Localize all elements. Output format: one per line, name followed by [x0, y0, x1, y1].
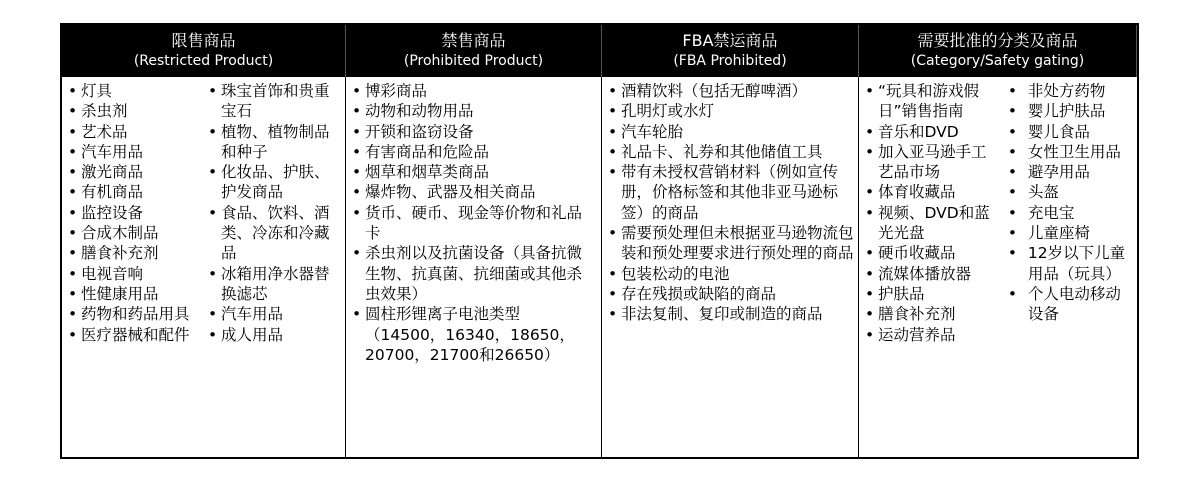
list-item: • 开锁和盗窃设备	[352, 122, 597, 142]
list-item: • 婴儿护肤品	[1008, 101, 1133, 121]
list-item: • 音乐和DVD	[865, 122, 1002, 142]
list-item: • 监控设备	[68, 203, 208, 223]
list-item: • 运动营养品	[865, 325, 1002, 345]
gated-list-b	[1002, 81, 1133, 457]
list-item: • 婴儿食品	[1008, 122, 1133, 142]
list-item: • 珠宝首饰和贵重宝石	[208, 81, 340, 122]
list-item: • 植物、植物制品和种子	[208, 122, 340, 163]
fba-prohibited-cell	[602, 77, 859, 457]
list-item: • 性健康用品	[68, 284, 208, 304]
list-item: • 膳食补充剂	[865, 304, 1002, 324]
list-item: • 有机商品	[68, 182, 208, 202]
product-category-table	[60, 23, 1139, 459]
list-item: • 烟草和烟草类商品	[352, 162, 597, 182]
list-item: • 汽车用品	[68, 142, 208, 162]
header-title-zh: 限售商品	[171, 31, 236, 50]
list-item: • 杀虫剂以及抗菌设备（具备抗微生物、抗真菌、抗细菌或其他杀虫效果）	[352, 243, 597, 304]
header-category-gating	[859, 25, 1137, 77]
restricted-list-a	[68, 81, 208, 457]
header-title-zh: FBA禁运商品	[682, 31, 778, 50]
header-prohibited	[346, 25, 602, 77]
list-item: • 孔明灯或水灯	[608, 101, 854, 121]
list-item: • “玩具和游戏假日”销售指南	[865, 81, 1002, 122]
list-item: • 电视音响	[68, 264, 208, 284]
list-item: • 儿童座椅	[1008, 223, 1133, 243]
list-item: • 充电宝	[1008, 203, 1133, 223]
list-item: • 激光商品	[68, 162, 208, 182]
list-item: • 酒精饮料（包括无醇啤酒）	[608, 81, 854, 101]
list-item: • 避孕用品	[1008, 162, 1133, 182]
list-item: • 合成木制品	[68, 223, 208, 243]
list-item: • 圆柱形锂离子电池类型（14500，16340，18650，20700，21700和26650）	[352, 304, 597, 365]
list-item: • 食品、饮料、酒类、冷冻和冷藏品	[208, 203, 340, 264]
header-title-zh: 需要批准的分类及商品	[917, 31, 1078, 50]
list-item: • 头盔	[1008, 182, 1133, 202]
header-title-en: (Restricted Product)	[133, 53, 274, 69]
prohibited-cell	[346, 77, 602, 457]
list-item: • 加入亚马逊手工艺品市场	[865, 142, 1002, 183]
list-item: • 冰箱用净水器替换滤芯	[208, 264, 340, 305]
restricted-list-b	[208, 81, 340, 457]
header-title-en: (FBA Prohibited)	[673, 53, 787, 69]
list-item: • 汽车轮胎	[608, 122, 854, 142]
list-item: • 灯具	[68, 81, 208, 101]
header-restricted	[62, 25, 346, 77]
list-item: • 动物和动物用品	[352, 101, 597, 121]
header-title-en: (Category/Safety gating)	[910, 53, 1085, 69]
category-gating-cell	[859, 77, 1137, 457]
fba-prohibited-list	[608, 81, 854, 325]
list-item: • 需要预处理但未根据亚马逊物流包装和预处理要求进行预处理的商品	[608, 223, 854, 264]
list-item: • 护肤品	[865, 284, 1002, 304]
restricted-cell	[62, 77, 346, 457]
list-item: • 硬币收藏品	[865, 243, 1002, 263]
prohibited-list	[352, 81, 597, 365]
list-item: • 有害商品和危险品	[352, 142, 597, 162]
list-item: • 视频、DVD和蓝光光盘	[865, 203, 1002, 244]
list-item: • 医疗器械和配件	[68, 325, 208, 345]
list-item: • 非处方药物	[1008, 81, 1133, 101]
list-item: • 包装松动的电池	[608, 264, 854, 284]
list-item: • 12岁以下儿童用品（玩具）	[1008, 243, 1133, 284]
list-item: • 女性卫生用品	[1008, 142, 1133, 162]
list-item: • 带有未授权营销材料（例如宣传册，价格标签和其他非亚马逊标签）的商品	[608, 162, 854, 223]
list-item: • 非法复制、复印或制造的商品	[608, 304, 854, 324]
list-item: • 流媒体播放器	[865, 264, 1002, 284]
list-item: • 个人电动移动设备	[1008, 284, 1133, 325]
list-item: • 膳食补充剂	[68, 243, 208, 263]
gated-list-a	[865, 81, 1002, 457]
list-item: • 汽车用品	[208, 304, 340, 324]
header-title-zh: 禁售商品	[441, 31, 506, 50]
header-fba-prohibited	[602, 25, 859, 77]
list-item: • 礼品卡、礼券和其他储值工具	[608, 142, 854, 162]
list-item: • 货币、硬币、现金等价物和礼品卡	[352, 203, 597, 244]
list-item: • 杀虫剂	[68, 101, 208, 121]
list-item: • 药物和药品用具	[68, 304, 208, 324]
list-item: • 体育收藏品	[865, 182, 1002, 202]
list-item: • 化妆品、护肤、护发商品	[208, 162, 340, 203]
list-item: • 存在残损或缺陷的商品	[608, 284, 854, 304]
header-title-en: (Prohibited Product)	[403, 53, 544, 69]
list-item: • 爆炸物、武器及相关商品	[352, 182, 597, 202]
list-item: • 博彩商品	[352, 81, 597, 101]
list-item: • 艺术品	[68, 122, 208, 142]
list-item: • 成人用品	[208, 325, 340, 345]
